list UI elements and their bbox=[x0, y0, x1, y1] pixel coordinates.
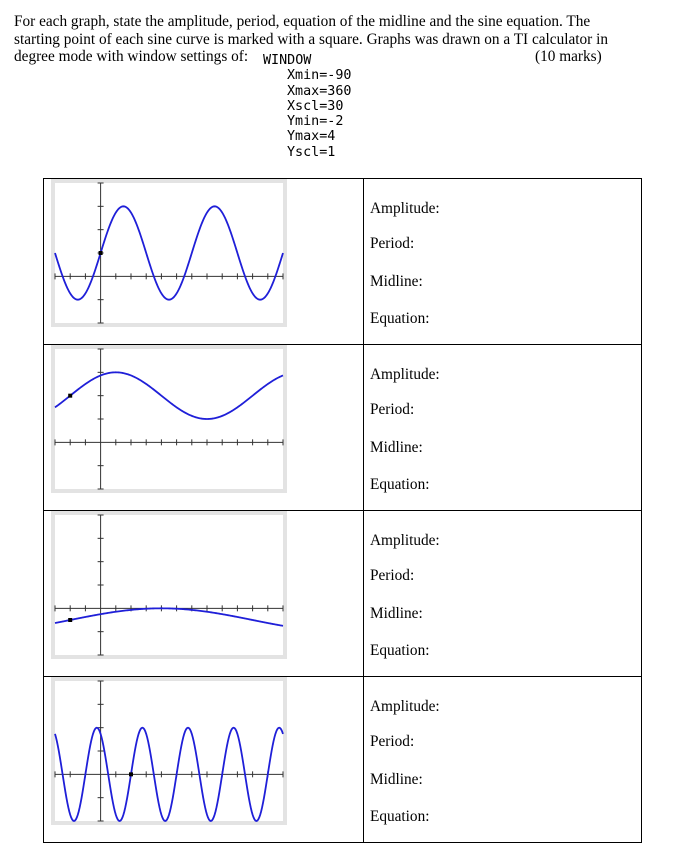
answer-cell bbox=[364, 179, 642, 345]
midline-label: Midline: bbox=[370, 771, 423, 788]
graph-1 bbox=[51, 179, 287, 327]
equation-label: Equation: bbox=[370, 642, 430, 659]
window-yscl: Yscl=1 bbox=[287, 144, 336, 160]
start-point-marker bbox=[129, 772, 133, 776]
start-point-marker bbox=[68, 394, 72, 398]
window-xscl: Xscl=30 bbox=[287, 98, 344, 114]
window-ymax: Ymax=4 bbox=[287, 129, 336, 145]
table-row bbox=[44, 511, 642, 677]
window-settings bbox=[263, 53, 352, 160]
window-xmin: Xmin=-90 bbox=[287, 68, 352, 84]
table-row bbox=[44, 179, 642, 345]
midline-label: Midline: bbox=[370, 439, 423, 456]
instructions-line-2: starting point of each sine curve is marked with a square. Graphs was drawn on a TI calculator in bbox=[14, 30, 608, 48]
amplitude-label: Amplitude: bbox=[370, 532, 440, 549]
start-point-marker bbox=[68, 618, 72, 622]
table-row bbox=[44, 345, 642, 511]
graph-2 bbox=[51, 345, 287, 493]
graph-4 bbox=[51, 677, 287, 825]
period-label: Period: bbox=[370, 401, 415, 418]
start-point-marker bbox=[99, 251, 103, 255]
graph-screen bbox=[55, 515, 283, 655]
graphs-table bbox=[43, 178, 642, 843]
window-xmax: Xmax=360 bbox=[287, 83, 352, 99]
graph-cell bbox=[44, 511, 364, 677]
equation-label: Equation: bbox=[370, 476, 430, 493]
period-label: Period: bbox=[370, 733, 415, 750]
graph-screen bbox=[55, 183, 283, 323]
answer-cell bbox=[364, 511, 642, 677]
period-label: Period: bbox=[370, 235, 415, 252]
marks-label: (10 marks) bbox=[535, 48, 602, 65]
instructions-line-1: For each graph, state the amplitude, period, equation of the midline and the sine equation. The bbox=[14, 13, 591, 30]
graph-cell bbox=[44, 345, 364, 511]
amplitude-label: Amplitude: bbox=[370, 366, 440, 383]
amplitude-label: Amplitude: bbox=[370, 698, 440, 715]
midline-label: Midline: bbox=[370, 273, 423, 290]
graph-screen bbox=[55, 349, 283, 489]
table-row bbox=[44, 677, 642, 843]
window-ymin: Ymin=-2 bbox=[287, 114, 344, 130]
graph-3 bbox=[51, 511, 287, 659]
answer-cell bbox=[364, 345, 642, 511]
equation-label: Equation: bbox=[370, 808, 430, 825]
answer-cell bbox=[364, 677, 642, 843]
amplitude-label: Amplitude: bbox=[370, 200, 440, 217]
graph-cell bbox=[44, 179, 364, 345]
graph-cell bbox=[44, 677, 364, 843]
instructions-line-3: degree mode with window settings of: bbox=[14, 48, 249, 65]
midline-label: Midline: bbox=[370, 605, 423, 622]
period-label: Period: bbox=[370, 567, 415, 584]
equation-label: Equation: bbox=[370, 310, 430, 327]
window-heading: WINDOW bbox=[263, 53, 312, 68]
